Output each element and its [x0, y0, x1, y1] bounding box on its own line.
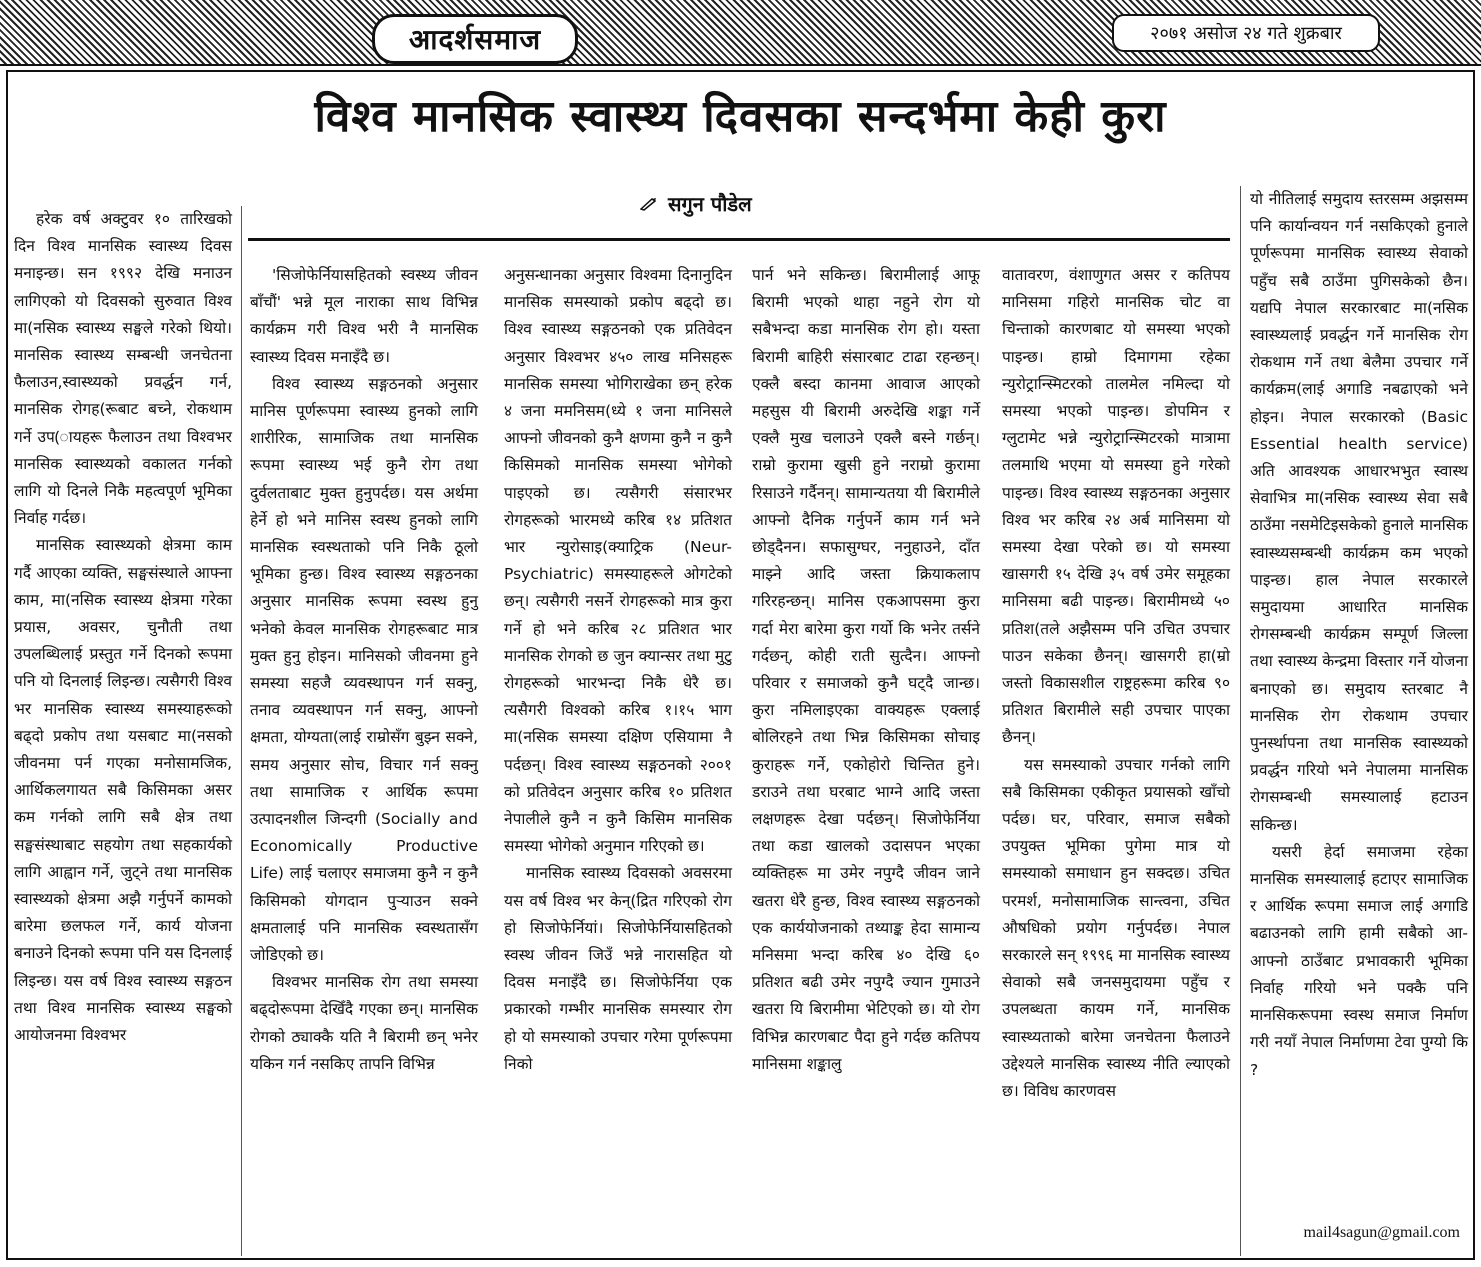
newspaper-logo: आदर्शसमाज	[372, 14, 578, 64]
article-column-6	[1250, 186, 1468, 1206]
author-name: सगुन पौडेल	[668, 192, 752, 216]
article-paragraph: मानसिक स्वास्थ्य दिवसको अवसरमा यस वर्ष विश्व भर केन्(द्रित गरिएको रोग हो सिजोफेर्नियां। सिजोफेर्नियासहितको स्वस्थ जीवन जिउँ भन्ने नारासहित यो दिवस मनाइँदै छ। सिजोफेर्निया एक प्रकारको गम्भीर मानसिक समस्यार रोग हो यो समस्याको उपचार गरेमा पूर्णरूपमा निको	[504, 864, 732, 1073]
pen-icon	[640, 197, 660, 211]
article-paragraph: पार्न भने सकिन्छ। बिरामीलाई आफू बिरामी भएको थाहा नहुने रोग यो सबैभन्दा कडा मानसिक रोग हो। यस्ता बिरामी बाहिरी संसारबाट टाढा रहन्छन्। एक्लै बस्दा कानमा आवाज आएको महसुस यी बिरामी अरुदेखि शङ्का गर्ने एक्लै मुख चलाउने एक्लै बस्ने गर्छन्। राम्रो कुरामा खुसी हुने नराम्रो कुरामा रिसाउने गर्दैनन्। सामान्यतया यी बिरामीले आफ्नो दैनिक गर्नुपर्ने काम गर्न भने छोड्दैनन। सफासुग्घर, ननुहाउने, दाँत माझ्ने आदि जस्ता क्रियाकलाप गरिरहन्छन्। मानिस एकआपसमा कुरा गर्दा मेरा बारेमा कुरा गर्यो कि भनेर तर्सने गर्दछन्, कोही राती सुत्दैन। आफ्नो परिवार र समाजको कुनै घट्दै जान्छ। कुरा नमिलाइएका वाक्यहरू एक्लाई बोलिरहने तथा भिन्न किसिमका सोचाइ कुराहरू गर्ने, एकोहोरो चिन्तित हुने। डराउने तथा घरबाट भाग्ने आदि जस्ता लक्षणहरू देखा पर्दछन्। सिजोफेर्निया तथा कडा खालको उदासपन भएका व्यक्तिहरू मा उमेर नपुग्दै जीवन जाने खतरा धेरै हुन्छ, विश्व स्वास्थ्य सङ्गठनको एक कार्ययोजनाको तथ्याङ्क हेदा सामान्य मनिसमा भन्दा करिब ४० देखि ६० प्रतिशत बढी उमेर नपुग्दै ज्यान गुमाउने खतरा यि बिरामीमा भेटिएको छ। यो रोग विभिन्न कारणबाट पैदा हुने गर्दछ कतिपय मानिसमा शङ्कालु	[752, 266, 980, 1073]
article-paragraph: हरेक वर्ष अक्टुवर १० तारिखको दिन विश्व मानसिक स्वास्थ्य दिवस मनाइन्छ। सन १९९२ देखि मनाउन लागिएको यो दिवसको सुरुवात विश्व मा(नसिक स्वास्थ्य सङ्घले गरेको थियो। मानसिक स्वास्थ्य सम्बन्धी जनचेतना फैलाउन,स्वास्थ्यको प्रवर्द्धन गर्न, मानसिक रोगह(रूबाट बच्ने, रोकथाम गर्ने उप(ायहरू फैलाउन तथा विश्वभर मानसिक स्वास्थ्यको वकालत गर्नको लागि यो दिनले निकै महत्वपूर्ण भूमिका निर्वाह गर्दछ।	[14, 210, 232, 528]
article-paragraph: यस समस्याको उपचार गर्नको लागि सबै किसिमका एकीकृत प्रयासको खाँचो पर्दछ। घर, परिवार, समाज सबैको उपयुक्त भूमिका पुगेमा मात्र यो समस्याको समाधान हुन सक्दछ। उचित परमर्श, मनोसामाजिक सान्त्वना, उचित औषधिको प्रयोग गर्नुपर्दछ। नेपाल सरकारले सन् १९९६ मा मानसिक स्वास्थ्य सेवाको सबै जनसमुदायमा पहुँच र उपलब्धता कायम गर्ने, मानसिक स्वास्थ्यताको बारेमा जनचेतना फैलाउने उद्देश्यले मानसिक स्वास्थ्य नीति ल्याएको छ। विविध कारणवस	[1002, 755, 1230, 1101]
headline-rule	[248, 238, 1230, 241]
article-paragraph: वातावरण, वंशाणुगत असर र कतिपय मानिसमा गहिरो मानसिक चोट वा चिन्ताको कारणबाट यो समस्या भएको पाइन्छ। हाम्रो दिमागमा रहेका न्युरोट्रान्स्मिटरको तालमेल नमिल्दा यो समस्या भएको पाइन्छ। डोपमिन र ग्लुटामेट भन्ने न्युरोट्रान्स्मिटरको मात्रामा तलमाथि भएमा यो समस्या हुने गरेको पाइन्छ। विश्व स्वास्थ्य सङ्गठनका अनुसार विश्व भर करिब २४ अर्ब मानिसमा यो समस्या देखा परेको छ। यो समस्या खासगरी १५ देखि ३५ वर्ष उमेर समूहका मानिसमा बढी पाइन्छ। बिरामीमध्ये ५० प्रतिश(तले अझैसम्म पनि उचित उपचार पाउन सकेका छैनन्। खासगरी हा(म्रो जस्तो विकासशील राष्ट्रहरूमा करिब ९० प्रतिशत बिरामीले सही उपचार पाएका छैनन्।	[1002, 266, 1230, 747]
article-paragraph: मानसिक स्वास्थ्यको क्षेत्रमा काम गर्दै आएका व्यक्ति, सङ्घसंस्थाले आफ्ना काम, मा(नसिक स्वास्थ्य क्षेत्रमा गरेका प्रयास, अवसर, चुनौती तथा उपलब्धिलाई प्रस्तुत गर्ने दिनको रूपमा पनि यो दिनलाई लिइन्छ। त्यसैगरी विश्व भर मानसिक स्वास्थ्य समस्याहरूको बढ्दो प्रकोप तथा यसबाट मा(नसको जीवनमा पर्न गएका मनोसामजिक, आर्थिकलगायत सबै किसिमका असर कम गर्नको लागि सबै क्षेत्र तथा सङ्घसंस्थाबाट सहयोग तथा सहकार्यको लागि आह्वान गर्ने, जुट्ने तथा मानसिक स्वास्थ्यको क्षेत्रमा अझै गर्नुपर्ने कामको बारेमा छलफल गर्ने, कार्य योजना बनाउने दिनको रूपमा पनि यस दिनलाई लिइन्छ। यस वर्ष विश्व स्वास्थ्य सङ्गठन तथा विश्व मानसिक स्वास्थ्य सङ्घको आयोजनमा विश्वभर	[14, 536, 232, 1045]
column-divider	[1240, 186, 1241, 1256]
article-headline: विश्व मानसिक स्वास्थ्य दिवसका सन्दर्भमा केही कुरा	[314, 91, 1167, 142]
article-paragraph: विश्व स्वास्थ्य सङ्गठनको अनुसार मानिस पूर्णरूपमा स्वास्थ्य हुनको लागि शारीरिक, सामाजिक तथा मानसिक रूपमा स्वास्थ्य भई कुनै रोग तथा दुर्वलताबाट मुक्त हुनुपर्दछ। यस अर्थमा हेर्ने हो भने मानिस स्वस्थ हुनको लागि मानसिक स्वस्थताको पनि निकै ठूलो भूमिका हुन्छ। विश्व स्वास्थ्य सङ्गठनका अनुसार मानसिक रूपमा स्वस्थ हुनु भनेको केवल मानसिक रोगहरूबाट मात्र मुक्त हुनु होइन। मानिसको जीवनमा हुने समस्या सहजै व्यवस्थापन गर्न सक्नु, तनाव व्यवस्थापन गर्न सक्नु, आफ्नो क्षमता, योग्यता(लाई राम्रोसँग बुझ्न सक्ने, समय अनुसार सोच, विचार गर्न सक्नु तथा सामाजिक र आर्थिक रूपमा उत्पादनशील जिन्दगी (Socially and Economically Productive Life) लाई चलाएर समाजमा कुनै न कुनै किसिमको योगदान पुर्‍याउन सक्ने क्षमतालाई पनि मानसिक स्वस्थतासँग जोडिएको छ।	[250, 374, 478, 965]
byline	[640, 190, 860, 217]
article-column-4	[752, 262, 980, 1262]
article-paragraph: यसरी हेर्दा समाजमा रहेका मानसिक समस्यालाई हटाएर सामाजिक र आर्थिक रूपमा समाज लाई अगाडि बढाउनको लागि हामी सबैको आ-आफ्नो ठाउँबाट प्रभावकारी भूमिका निर्वाह गरियो भने पक्कै पनि मानसिकरूपमा स्वस्थ समाज निर्माण गरी नयाँ नेपाल निर्माणमा टेवा पुग्यो कि ?	[1250, 842, 1468, 1079]
article-column-5	[1002, 262, 1230, 1262]
article-column-3	[504, 262, 732, 1262]
article-paragraph: अनुसन्धानका अनुसार विश्वमा दिनानुदिन मानसिक समस्याको प्रकोप बढ्दो छ। विश्व स्वास्थ्य सङ्गठनको एक प्रतिवेदन अनुसार विश्वभर ४५० लाख मनिसहरू मानसिक समस्या भोगिराखेका छन्‌ हरेक ४ जना ममनिसम(ध्ये १ जना मानिसले आफ्नो जीवनको कुनै क्षणमा कुनै न कुनै किसिमको मानसिक समस्या भोगेको पाइएको छ। त्यसैगरी संसारभर रोगहरूको भारमध्ये करिब १४ प्रतिशत भार न्युरोसाइ(क्याट्रिक (Neur-Psychiatric) समस्याहरूले ओगटेको छन्। त्यसैगरी नसर्ने रोगहरूको मात्र कुरा गर्ने हो भने करिब २८ प्रतिशत भार मानसिक रोगको छ जुन क्यान्सर तथा मुटु रोगहरूको भारभन्दा निकै धेरै छ। त्यसैगरी विश्वको करिब १।१५ भाग मा(नसिक समस्या दक्षिण एसियामा नै पर्दछन्। विश्व स्वास्थ्य सङ्गठनको २००१ को प्रतिवेदन अनुसार करिब १० प्रतिशत नेपालीले कुनै न कुनै किसिम मानसिक समस्या भोगेको अनुमान गरिएको छ।	[504, 266, 732, 856]
article-column-1	[14, 206, 232, 1256]
author-email[interactable]: mail4sagun@gmail.com	[1303, 1224, 1460, 1241]
column-divider	[241, 206, 242, 1256]
article-column-2	[250, 262, 478, 1262]
issue-date: २०७१ असोज २४ गते शुक्रबार	[1112, 14, 1380, 52]
article-paragraph: विश्वभर मानसिक रोग तथा समस्या बढ्दोरूपमा देखिँदै गएका छन्। मानसिक रोगको ठ्याक्कै यति नै बिरामी छन् भनेर यकिन गर्न नसकिए तापनि विभिन्न	[250, 973, 478, 1073]
article-paragraph: यो नीतिलाई समुदाय स्तरसम्म अझसम्म पनि कार्यान्वयन गर्न नसकिएको हुनाले पूर्णरूपमा मानसिक स्वास्थ्य सेवाको पहुँच सबै ठाउँमा पुगिसकेको छैन। यद्यपि नेपाल सरकारबाट मा(नसिक स्वास्थ्यलाई प्रवर्द्धन गर्ने मानसिक रोग रोकथाम गर्ने तथा बेलैमा उपचार गर्ने कार्यक्रम(लाई अगाडि नबढाएको भने होइन। नेपाल सरकारको (Basic Essential health service) अति आवश्यक आधारभभुत स्वास्थ सेवाभित्र मा(नसिक स्वास्थ्य सेवा सबै ठाउँमा नसमेटिइसकेको हुनाले मानसिक स्वास्थ्यसम्बन्धी कार्यक्रम कम भएको पाइन्छ। हाल नेपाल सरकारले समुदायमा आधारित मानसिक रोगसम्बन्धी कार्यक्रम सम्पूर्ण जिल्ला तथा स्वास्थ्य केन्द्रमा विस्तार गर्ने योजना बनाएको छ। समुदाय स्तरबाट नै मानसिक रोग रोकथाम उपचार पुनर्स्थापना तथा मानसिक स्वास्थ्यको प्रवर्द्धन गरियो भने नेपालमा मानसिक रोगसम्बन्धी समस्यालाई हटाउन सकिन्छ।	[1250, 190, 1468, 834]
article-paragraph: 'सिजोफेर्नियासहितको स्वस्थ्य जीवन बाँचौं' भन्ने मूल नाराका साथ विभिन्न कार्यक्रम गरी विश्व भरी नै मानसिक स्वास्थ्य दिवस मनाइँदै छ।	[250, 266, 478, 366]
